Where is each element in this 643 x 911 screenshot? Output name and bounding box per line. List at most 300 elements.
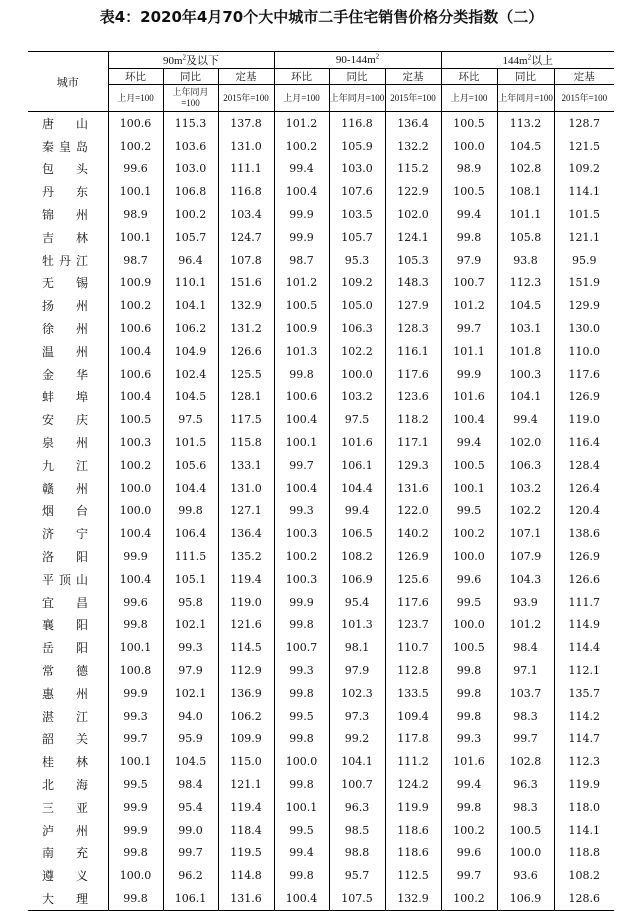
value-cell: 137.8 — [218, 112, 274, 135]
table-row — [28, 249, 614, 272]
value-cell: 103.0 — [163, 158, 218, 181]
value-cell: 103.0 — [329, 158, 385, 181]
table-row — [28, 135, 614, 158]
value-cell: 100.0 — [441, 614, 497, 637]
value-cell: 117.5 — [218, 408, 274, 431]
value-cell: 93.8 — [497, 249, 554, 272]
city-cell — [28, 431, 108, 454]
value-cell: 136.4 — [385, 112, 441, 135]
value-cell: 96.3 — [329, 796, 385, 819]
value-cell: 131.0 — [218, 135, 274, 158]
value-cell: 100.1 — [274, 796, 329, 819]
city-name: 蚌埠 — [42, 390, 88, 405]
base-header: 2015年=100 — [218, 85, 274, 112]
value-cell: 128.3 — [385, 317, 441, 340]
value-cell: 136.9 — [218, 682, 274, 705]
table-row — [28, 591, 614, 614]
value-cell: 104.5 — [497, 294, 554, 317]
value-cell: 100.0 — [329, 363, 385, 386]
table-row — [28, 728, 614, 751]
value-cell: 99.4 — [329, 500, 385, 523]
city-name: 秦皇岛 — [42, 139, 88, 154]
value-cell: 102.8 — [497, 750, 554, 773]
value-cell: 99.9 — [108, 819, 163, 842]
base-header: 上年同月=100 — [329, 85, 385, 112]
city-cell — [28, 728, 108, 751]
city-name: 安庆 — [42, 413, 88, 428]
table-row — [28, 431, 614, 454]
value-cell: 121.1 — [554, 226, 614, 249]
value-cell: 131.0 — [218, 477, 274, 500]
city-cell — [28, 135, 108, 158]
value-cell: 100.3 — [274, 568, 329, 591]
city-name: 平顶山 — [42, 572, 88, 587]
value-cell: 100.6 — [108, 363, 163, 386]
city-name: 常德 — [42, 664, 88, 679]
city-cell — [28, 545, 108, 568]
value-cell: 106.3 — [497, 454, 554, 477]
value-cell: 100.6 — [108, 317, 163, 340]
value-cell: 99.9 — [108, 545, 163, 568]
value-cell: 104.1 — [163, 294, 218, 317]
price-index-table — [28, 51, 614, 911]
value-cell: 104.4 — [329, 477, 385, 500]
value-cell: 96.2 — [163, 864, 218, 887]
value-cell: 99.9 — [274, 591, 329, 614]
table-row — [28, 477, 614, 500]
value-cell: 101.2 — [274, 112, 329, 135]
value-cell: 105.6 — [163, 454, 218, 477]
value-cell: 108.2 — [329, 545, 385, 568]
city-cell — [28, 112, 108, 135]
value-cell: 93.6 — [497, 864, 554, 887]
value-cell: 118.6 — [385, 842, 441, 865]
value-cell: 112.3 — [554, 750, 614, 773]
value-cell: 128.4 — [554, 454, 614, 477]
value-cell: 100.9 — [108, 272, 163, 295]
value-cell: 98.9 — [108, 203, 163, 226]
value-cell: 128.1 — [218, 386, 274, 409]
value-cell: 109.2 — [554, 158, 614, 181]
value-cell: 122.0 — [385, 500, 441, 523]
value-cell: 98.3 — [497, 796, 554, 819]
value-cell: 98.7 — [274, 249, 329, 272]
value-cell: 100.2 — [163, 203, 218, 226]
value-cell: 99.6 — [108, 591, 163, 614]
value-cell: 124.2 — [385, 773, 441, 796]
city-name: 遵义 — [42, 869, 88, 884]
value-cell: 112.5 — [385, 864, 441, 887]
value-cell: 104.3 — [497, 568, 554, 591]
city-cell — [28, 272, 108, 295]
value-cell: 118.2 — [385, 408, 441, 431]
value-cell: 100.3 — [274, 522, 329, 545]
value-cell: 100.4 — [274, 477, 329, 500]
city-name: 温州 — [42, 344, 88, 359]
value-cell: 118.4 — [218, 819, 274, 842]
value-cell: 131.2 — [218, 317, 274, 340]
value-cell: 117.1 — [385, 431, 441, 454]
value-cell: 129.3 — [385, 454, 441, 477]
table-row — [28, 842, 614, 865]
table-row — [28, 819, 614, 842]
value-cell: 114.9 — [554, 614, 614, 637]
value-cell: 103.1 — [497, 317, 554, 340]
value-cell: 128.6 — [554, 887, 614, 910]
value-cell: 98.4 — [497, 636, 554, 659]
value-cell: 117.8 — [385, 728, 441, 751]
value-cell: 99.4 — [274, 842, 329, 865]
city-cell — [28, 180, 108, 203]
city-name: 九江 — [42, 458, 88, 473]
value-cell: 107.9 — [497, 545, 554, 568]
value-cell: 118.8 — [554, 842, 614, 865]
table-row — [28, 705, 614, 728]
value-cell: 100.1 — [108, 226, 163, 249]
table-row — [28, 522, 614, 545]
value-cell: 101.6 — [441, 386, 497, 409]
table-row — [28, 659, 614, 682]
city-name: 丹东 — [42, 185, 88, 200]
city-header: 城市 — [28, 52, 108, 112]
value-cell: 100.2 — [108, 294, 163, 317]
value-cell: 100.5 — [441, 112, 497, 135]
value-cell: 99.7 — [441, 317, 497, 340]
value-cell: 148.3 — [385, 272, 441, 295]
value-cell: 111.5 — [163, 545, 218, 568]
city-cell — [28, 294, 108, 317]
value-cell: 100.0 — [274, 750, 329, 773]
value-cell: 96.3 — [497, 773, 554, 796]
value-cell: 123.7 — [385, 614, 441, 637]
value-cell: 110.1 — [163, 272, 218, 295]
value-cell: 130.0 — [554, 317, 614, 340]
value-cell: 104.9 — [163, 340, 218, 363]
value-cell: 101.6 — [329, 431, 385, 454]
value-cell: 94.0 — [163, 705, 218, 728]
value-cell: 99.2 — [329, 728, 385, 751]
value-cell: 99.4 — [441, 203, 497, 226]
table-row — [28, 317, 614, 340]
value-cell: 101.1 — [497, 203, 554, 226]
value-cell: 101.5 — [163, 431, 218, 454]
value-cell: 97.9 — [163, 659, 218, 682]
value-cell: 114.2 — [554, 705, 614, 728]
value-cell: 99.9 — [274, 226, 329, 249]
value-cell: 103.5 — [329, 203, 385, 226]
value-cell: 99.9 — [274, 203, 329, 226]
value-cell: 102.0 — [385, 203, 441, 226]
value-cell: 151.9 — [554, 272, 614, 295]
base-header: 上月=100 — [108, 85, 163, 112]
city-cell — [28, 842, 108, 865]
value-cell: 100.4 — [108, 568, 163, 591]
value-cell: 100.2 — [274, 135, 329, 158]
value-cell: 125.6 — [385, 568, 441, 591]
value-cell: 99.7 — [163, 842, 218, 865]
value-cell: 98.5 — [329, 819, 385, 842]
value-cell: 99.8 — [274, 363, 329, 386]
value-cell: 101.3 — [274, 340, 329, 363]
value-cell: 135.7 — [554, 682, 614, 705]
value-cell: 119.5 — [218, 842, 274, 865]
value-cell: 95.3 — [329, 249, 385, 272]
value-cell: 100.2 — [108, 135, 163, 158]
value-cell: 100.9 — [274, 317, 329, 340]
table-row — [28, 158, 614, 181]
city-cell — [28, 363, 108, 386]
table-row — [28, 180, 614, 203]
table-row — [28, 272, 614, 295]
value-cell: 100.1 — [274, 431, 329, 454]
value-cell: 100.2 — [441, 887, 497, 910]
value-cell: 98.8 — [329, 842, 385, 865]
city-cell — [28, 887, 108, 910]
base-header: 2015年=100 — [554, 85, 614, 112]
value-cell: 118.6 — [385, 819, 441, 842]
value-cell: 129.9 — [554, 294, 614, 317]
city-cell — [28, 500, 108, 523]
value-cell: 99.5 — [274, 705, 329, 728]
value-cell: 100.6 — [108, 112, 163, 135]
value-cell: 99.3 — [108, 705, 163, 728]
sub-header: 同比 — [329, 69, 385, 85]
sub-header: 同比 — [497, 69, 554, 85]
value-cell: 99.8 — [441, 226, 497, 249]
value-cell: 97.3 — [329, 705, 385, 728]
table-row — [28, 363, 614, 386]
sub-header: 定基 — [218, 69, 274, 85]
value-cell: 99.7 — [441, 864, 497, 887]
value-cell: 109.9 — [218, 728, 274, 751]
value-cell: 104.5 — [163, 750, 218, 773]
city-cell — [28, 317, 108, 340]
value-cell: 99.3 — [274, 659, 329, 682]
value-cell: 95.9 — [554, 249, 614, 272]
value-cell: 119.0 — [218, 591, 274, 614]
city-name: 济宁 — [42, 527, 88, 542]
table-row — [28, 887, 614, 910]
value-cell: 100.5 — [441, 180, 497, 203]
city-cell — [28, 408, 108, 431]
table-row — [28, 545, 614, 568]
value-cell: 110.7 — [385, 636, 441, 659]
city-cell — [28, 386, 108, 409]
value-cell: 100.0 — [497, 842, 554, 865]
value-cell: 99.4 — [497, 408, 554, 431]
value-cell: 126.9 — [554, 386, 614, 409]
value-cell: 102.1 — [163, 682, 218, 705]
city-cell — [28, 819, 108, 842]
table-row — [28, 226, 614, 249]
value-cell: 121.6 — [218, 614, 274, 637]
value-cell: 103.6 — [163, 135, 218, 158]
value-cell: 100.3 — [108, 431, 163, 454]
value-cell: 97.1 — [497, 659, 554, 682]
value-cell: 101.6 — [441, 750, 497, 773]
city-cell — [28, 659, 108, 682]
value-cell: 135.2 — [218, 545, 274, 568]
table-row — [28, 568, 614, 591]
table-row — [28, 614, 614, 637]
value-cell: 100.2 — [441, 819, 497, 842]
value-cell: 114.5 — [218, 636, 274, 659]
value-cell: 120.4 — [554, 500, 614, 523]
value-cell: 99.9 — [108, 682, 163, 705]
table-row — [28, 750, 614, 773]
value-cell: 99.6 — [441, 568, 497, 591]
value-cell: 100.5 — [274, 294, 329, 317]
city-name: 襄阳 — [42, 618, 88, 633]
value-cell: 99.8 — [441, 796, 497, 819]
value-cell: 109.2 — [329, 272, 385, 295]
value-cell: 103.7 — [497, 682, 554, 705]
value-cell: 126.9 — [554, 545, 614, 568]
city-name: 烟台 — [42, 504, 88, 519]
city-cell — [28, 750, 108, 773]
group-header: $90m^2$及以下 — [108, 52, 274, 69]
value-cell: 111.7 — [554, 591, 614, 614]
city-name: 锦州 — [42, 208, 88, 223]
value-cell: 100.0 — [108, 864, 163, 887]
city-name: 惠州 — [42, 686, 88, 701]
value-cell: 99.8 — [274, 773, 329, 796]
value-cell: 107.8 — [218, 249, 274, 272]
value-cell: 114.4 — [554, 636, 614, 659]
value-cell: 125.5 — [218, 363, 274, 386]
value-cell: 140.2 — [385, 522, 441, 545]
city-name: 扬州 — [42, 299, 88, 314]
value-cell: 99.8 — [274, 682, 329, 705]
city-name: 宜昌 — [42, 595, 88, 610]
value-cell: 99.4 — [441, 773, 497, 796]
value-cell: 116.8 — [329, 112, 385, 135]
value-cell: 99.3 — [441, 728, 497, 751]
value-cell: 116.1 — [385, 340, 441, 363]
value-cell: 95.4 — [329, 591, 385, 614]
city-cell — [28, 682, 108, 705]
value-cell: 97.9 — [329, 659, 385, 682]
city-cell — [28, 864, 108, 887]
value-cell: 100.4 — [108, 386, 163, 409]
value-cell: 100.4 — [274, 408, 329, 431]
value-cell: 112.8 — [385, 659, 441, 682]
city-name: 三亚 — [42, 800, 88, 815]
value-cell: 99.8 — [274, 614, 329, 637]
value-cell: 118.0 — [554, 796, 614, 819]
value-cell: 100.1 — [108, 750, 163, 773]
value-cell: 99.5 — [274, 819, 329, 842]
value-cell: 138.6 — [554, 522, 614, 545]
value-cell: 97.5 — [329, 408, 385, 431]
value-cell: 97.9 — [441, 249, 497, 272]
value-cell: 102.0 — [497, 431, 554, 454]
city-cell — [28, 614, 108, 637]
city-name: 包头 — [42, 162, 88, 177]
value-cell: 106.1 — [163, 887, 218, 910]
value-cell: 121.5 — [554, 135, 614, 158]
value-cell: 119.9 — [385, 796, 441, 819]
value-cell: 117.6 — [385, 363, 441, 386]
value-cell: 109.4 — [385, 705, 441, 728]
value-cell: 100.2 — [441, 522, 497, 545]
value-cell: 99.6 — [441, 842, 497, 865]
value-cell: 100.0 — [441, 135, 497, 158]
value-cell: 100.2 — [274, 545, 329, 568]
value-cell: 107.6 — [329, 180, 385, 203]
table-row — [28, 773, 614, 796]
value-cell: 98.3 — [497, 705, 554, 728]
value-cell: 101.8 — [497, 340, 554, 363]
city-cell — [28, 226, 108, 249]
value-cell: 100.4 — [441, 408, 497, 431]
value-cell: 117.6 — [385, 591, 441, 614]
value-cell: 100.0 — [108, 477, 163, 500]
city-cell — [28, 158, 108, 181]
value-cell: 122.9 — [385, 180, 441, 203]
value-cell: 131.6 — [385, 477, 441, 500]
value-cell: 99.5 — [108, 773, 163, 796]
value-cell: 100.5 — [441, 636, 497, 659]
value-cell: 100.5 — [441, 454, 497, 477]
value-cell: 112.9 — [218, 659, 274, 682]
value-cell: 95.7 — [329, 864, 385, 887]
table-body — [28, 112, 614, 911]
table-row — [28, 864, 614, 887]
value-cell: 100.5 — [108, 408, 163, 431]
value-cell: 99.9 — [108, 796, 163, 819]
value-cell: 98.9 — [441, 158, 497, 181]
base-header: 上年同月=100 — [497, 85, 554, 112]
table-row — [28, 112, 614, 135]
city-cell — [28, 522, 108, 545]
value-cell: 107.5 — [329, 887, 385, 910]
value-cell: 99.5 — [441, 591, 497, 614]
value-cell: 111.2 — [385, 750, 441, 773]
city-cell — [28, 773, 108, 796]
sub-header: 环比 — [274, 69, 329, 85]
value-cell: 99.3 — [274, 500, 329, 523]
value-cell: 100.3 — [497, 363, 554, 386]
value-cell: 114.7 — [554, 728, 614, 751]
base-header: 上月=100 — [441, 85, 497, 112]
value-cell: 99.7 — [497, 728, 554, 751]
table-row — [28, 203, 614, 226]
value-cell: 100.7 — [329, 773, 385, 796]
city-name: 无锡 — [42, 276, 88, 291]
value-cell: 100.4 — [108, 340, 163, 363]
value-cell: 115.0 — [218, 750, 274, 773]
value-cell: 100.4 — [108, 522, 163, 545]
group-header: $144m^2$以上 — [441, 52, 614, 69]
value-cell: 99.4 — [441, 431, 497, 454]
value-cell: 106.8 — [163, 180, 218, 203]
value-cell: 106.2 — [218, 705, 274, 728]
value-cell: 112.1 — [554, 659, 614, 682]
value-cell: 99.6 — [108, 158, 163, 181]
city-name: 吉林 — [42, 230, 88, 245]
city-cell — [28, 568, 108, 591]
value-cell: 151.6 — [218, 272, 274, 295]
value-cell: 111.1 — [218, 158, 274, 181]
value-cell: 110.0 — [554, 340, 614, 363]
value-cell: 99.7 — [274, 454, 329, 477]
city-cell — [28, 591, 108, 614]
value-cell: 133.1 — [218, 454, 274, 477]
value-cell: 113.2 — [497, 112, 554, 135]
table-row — [28, 408, 614, 431]
value-cell: 93.9 — [497, 591, 554, 614]
